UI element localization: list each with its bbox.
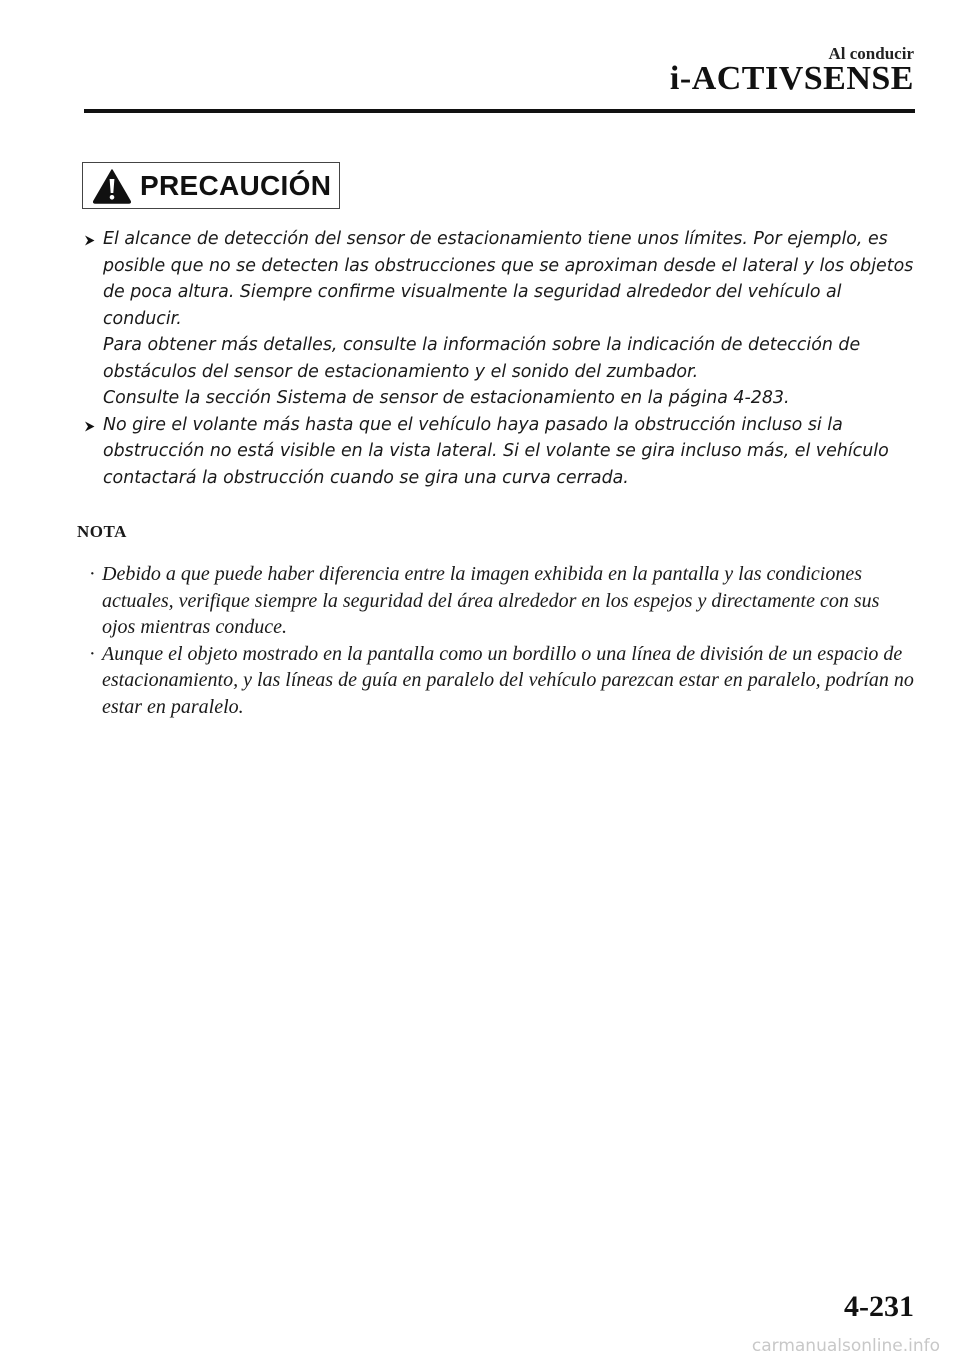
nota-list xyxy=(82,561,917,720)
bullet-dot-icon: · xyxy=(89,563,96,585)
nota-text: Aunque el objeto mostrado en la pantalla como un bordillo o una línea de división de un espacio de estacionamiento, y las líneas de guía en paralelo del vehículo parezcan estar en paralelo, podrían no estar en paralelo. xyxy=(102,642,914,718)
nota-item xyxy=(82,641,917,721)
arrow-bullet-icon xyxy=(83,420,96,433)
section-label: Al conducir xyxy=(828,44,914,63)
caution-paragraph: Para obtener más detalles, consulte la información sobre la indicación de detección de obstáculos del sensor de estacionamiento y el sonido del zumbador. xyxy=(103,335,861,382)
caution-paragraph: No gire el volante más hasta que el vehículo haya pasado la obstrucción incluso si la obstrucción no está visible en la vista lateral. Si el volante se gira incluso más, el vehículo contactará la obstrucción cuando se gira una curva cerrada. xyxy=(103,414,889,488)
caution-item xyxy=(82,412,922,492)
arrow-bullet-icon xyxy=(83,234,96,247)
caution-paragraph: El alcance de detección del sensor de estacionamiento tiene unos límites. Por ejemplo, es posible que no se detecten las obstrucciones que se aproximan desde el lateral y los objetos de poca altura. Siempre confirme visualmente la seguridad alrededor del vehículo al conducir. xyxy=(103,229,914,329)
caution-item xyxy=(82,226,922,412)
watermark: carmanualsonline.info xyxy=(751,1336,940,1356)
caution-box xyxy=(82,162,340,209)
bullet-dot-icon: · xyxy=(89,642,96,665)
caution-list xyxy=(82,226,922,491)
nota-text: Debido a que puede haber diferencia entre la imagen exhibida en la pantalla y las condiciones actuales, verifique siempre la seguridad del área alrededor en los espejos y directamente con sus ojos mientras conduce. xyxy=(102,563,880,638)
caution-paragraph: Consulte la sección Sistema de sensor de estacionamiento en la página 4-283. xyxy=(103,388,790,408)
caution-label: PRECAUCIÓN xyxy=(140,169,332,201)
warning-triangle-icon xyxy=(92,168,132,204)
header-divider xyxy=(84,109,915,113)
nota-item xyxy=(82,561,917,641)
chapter-title: i-ACTIVSENSE xyxy=(669,60,914,97)
page-number: 4-231 xyxy=(844,1290,914,1323)
nota-heading: NOTA xyxy=(77,522,127,541)
